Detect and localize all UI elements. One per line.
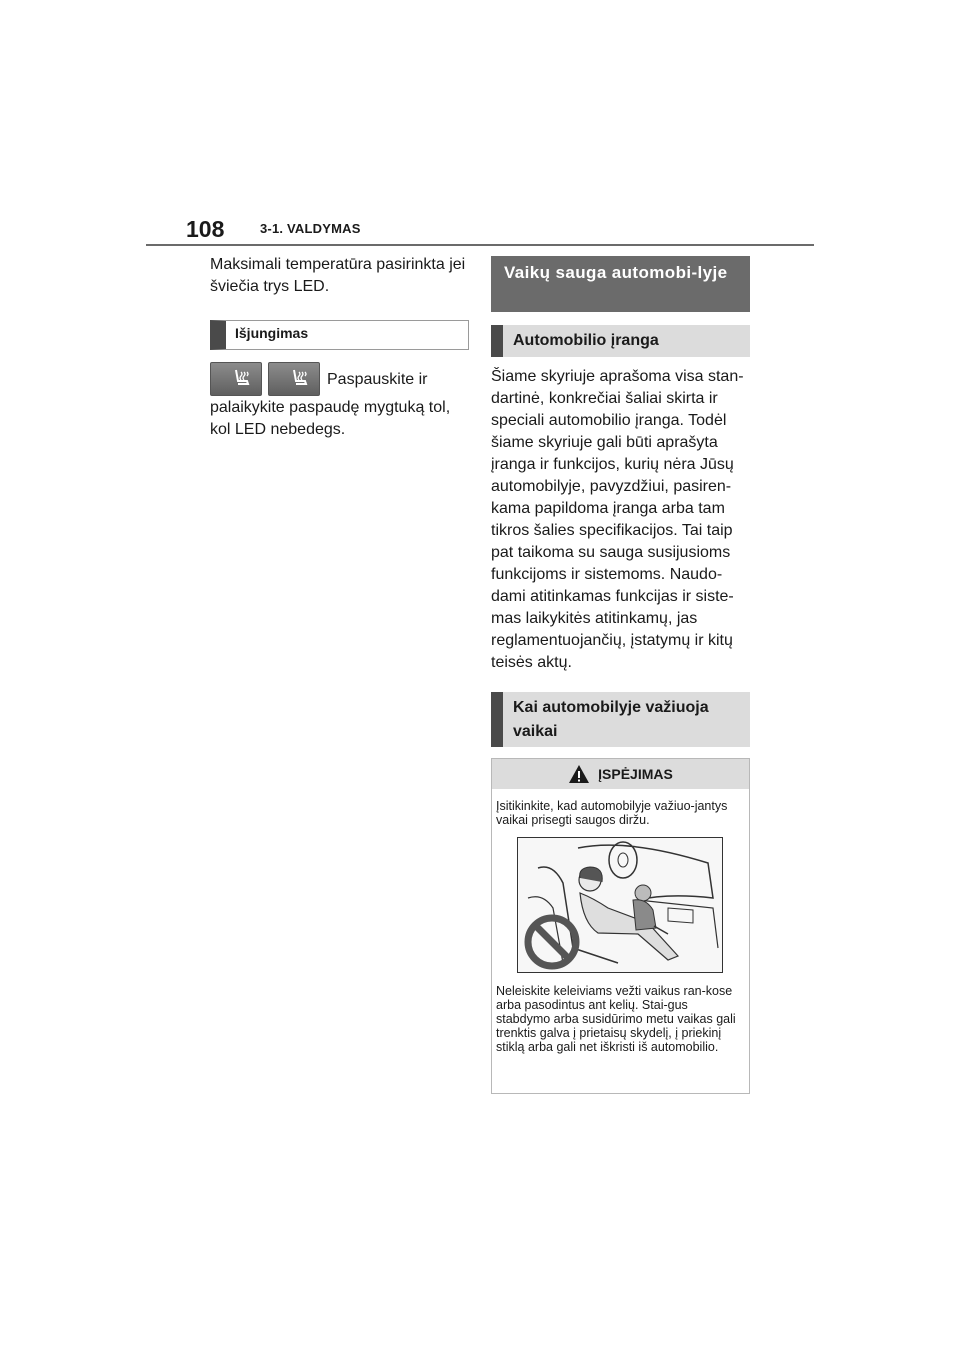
off-heading: Išjungimas (210, 320, 469, 350)
header-rule (146, 244, 814, 246)
seat-heater-button-icon (210, 362, 262, 396)
press-instruction-rest: palaikykite paspaudę mygtuką tol, kol LED nebedegs. (210, 399, 451, 438)
equipment-text: Šiame skyriuje aprašoma visa stan-dartinė, konkrečiai šaliai skirta ir speciali automobilio įranga. Todėl šiame skyriuje gali būti aprašyta įranga ir funkcijos, kurių nėra Jūsų automobilyje, pavyzdžiui, pasiren-kama papildoma įranga arba tam tikros šalies specifikacijos. Tai taip pat taikoma su sauga susijusioms funkcijoms ir sistemoms. Naudo-dami atitinkamas funkcijas ir siste-mas laikykitės atitinkamų, jas reglamentuojančių, įstatymų ir kitų teisės aktų. (491, 368, 744, 671)
warning-text-lap: Neleiskite keleiviams vežti vaikus ran-kose arba pasodintus ant kelių. Stai-gus stabdymo arba susidūrimo metu vaikas gali trenktis galva į prietaisų skydelį, į priekinį stiklą arba gali net iškristi iš automobilio. (496, 984, 736, 1054)
seat-heater-button-icon (268, 362, 320, 396)
max-temperature-text: Maksimali temperatūra pasirinkta jei šviečia trys LED. (210, 256, 466, 295)
seat-heater-buttons (210, 362, 320, 396)
section-title: Vaikų sauga automobi-lyje (491, 256, 750, 312)
warning-header (492, 759, 749, 789)
press-instruction-first: Paspauskite ir (327, 371, 428, 388)
warning-text-seatbelt: Įsitikinkite, kad automobilyje važiuo-jantys vaikai prisegti saugos diržu. (496, 799, 728, 827)
warning-triangle-icon (568, 764, 590, 784)
child-on-lap-illustration (517, 837, 723, 973)
kids-heading: Kai automobilyje važiuoja vaikai (491, 692, 750, 747)
warning-box (491, 758, 750, 1094)
page-number: 108 (186, 216, 225, 242)
prohibited-child-on-lap-icon (518, 838, 722, 972)
chapter-title: 3-1. VALDYMAS (260, 221, 361, 236)
warning-title: ĮSPĖJIMAS (598, 766, 673, 782)
equipment-heading: Automobilio įranga (491, 325, 750, 357)
